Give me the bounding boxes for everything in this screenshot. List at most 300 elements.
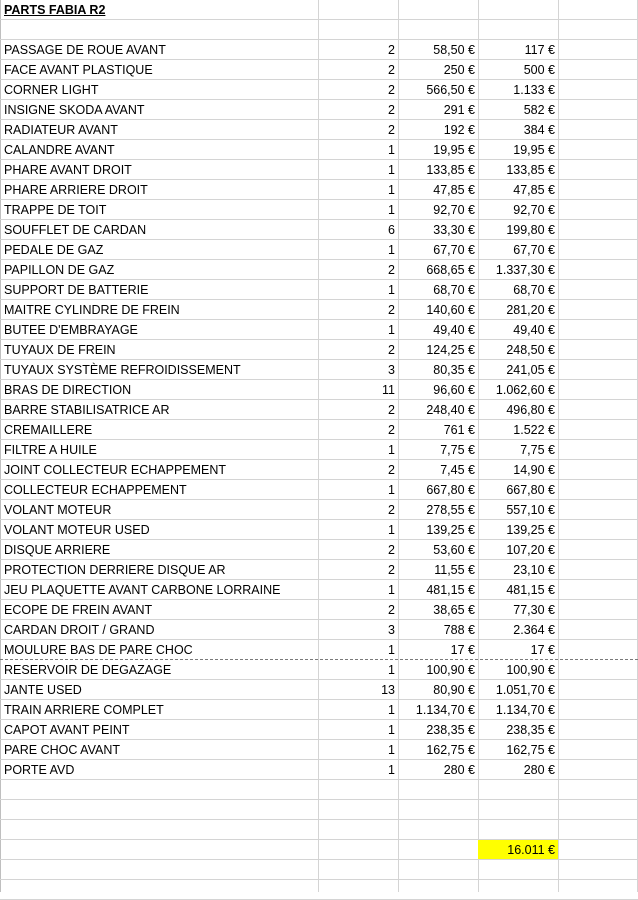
quantity-cell-text: 2 [388, 603, 395, 617]
part-name-cell[interactable] [4, 460, 318, 479]
quantity-cell[interactable] [318, 400, 398, 419]
quantity-cell-text: 1 [388, 243, 395, 257]
unit-price-cell-text: 47,85 € [433, 183, 475, 197]
unit-price-cell[interactable] [398, 380, 478, 399]
quantity-cell-text: 2 [388, 463, 395, 477]
quantity-cell-text: 1 [388, 323, 395, 337]
sheet-row[interactable] [0, 600, 638, 620]
sheet-row[interactable] [0, 860, 638, 880]
line-total-cell[interactable] [478, 160, 558, 179]
line-total-cell[interactable] [478, 240, 558, 259]
part-name-cell-text: JEU PLAQUETTE AVANT CARBONE LORRAINE [4, 583, 281, 597]
line-total-cell[interactable] [478, 380, 558, 399]
sheet-row[interactable] [0, 780, 638, 800]
part-name-cell-text: CORNER LIGHT [4, 83, 99, 97]
part-name-cell[interactable] [4, 160, 318, 179]
quantity-cell[interactable] [318, 140, 398, 159]
line-total-cell-text: 47,85 € [513, 183, 555, 197]
quantity-cell-text: 2 [388, 123, 395, 137]
sheet-row[interactable] [0, 140, 638, 160]
quantity-cell-text: 1 [388, 743, 395, 757]
unit-price-cell[interactable] [398, 620, 478, 639]
line-total-cell[interactable] [478, 740, 558, 759]
sheet-row[interactable] [0, 60, 638, 80]
line-total-cell-text: 280 € [523, 763, 555, 777]
sheet-title[interactable] [4, 0, 318, 19]
unit-price-cell[interactable] [398, 180, 478, 199]
part-name-cell-text: TRAPPE DE TOIT [4, 203, 107, 217]
part-name-cell-text: COLLECTEUR ECHAPPEMENT [4, 483, 187, 497]
line-total-cell[interactable] [478, 600, 558, 619]
sheet-row[interactable] [0, 660, 638, 680]
part-name-cell-text: SOUFFLET DE CARDAN [4, 223, 147, 237]
line-total-cell-text: 1.522 € [513, 423, 555, 437]
line-total-cell-text: 384 € [523, 123, 555, 137]
sheet-row[interactable] [0, 100, 638, 120]
quantity-cell-text: 2 [388, 43, 395, 57]
sheet-row[interactable] [0, 500, 638, 520]
line-total-cell[interactable] [478, 460, 558, 479]
quantity-cell[interactable] [318, 180, 398, 199]
line-total-cell-text: 107,20 € [506, 543, 555, 557]
part-name-cell[interactable] [4, 580, 318, 599]
line-total-cell-text: 667,80 € [506, 483, 555, 497]
line-total-cell-text: 557,10 € [506, 503, 555, 517]
unit-price-cell[interactable] [398, 220, 478, 239]
part-name-cell[interactable] [4, 500, 318, 519]
sheet-row[interactable] [0, 300, 638, 320]
unit-price-cell[interactable] [398, 400, 478, 419]
unit-price-cell[interactable] [398, 500, 478, 519]
unit-price-cell-text: 250 € [443, 63, 475, 77]
unit-price-cell[interactable] [398, 340, 478, 359]
part-name-cell[interactable] [4, 420, 318, 439]
sheet-row[interactable] [0, 460, 638, 480]
part-name-cell[interactable] [4, 380, 318, 399]
part-name-cell-text: PORTE AVD [4, 763, 75, 777]
sheet-row[interactable] [0, 680, 638, 700]
part-name-cell[interactable] [4, 400, 318, 419]
part-name-cell[interactable] [4, 520, 318, 539]
sheet-row[interactable] [0, 380, 638, 400]
quantity-cell-text: 1 [388, 143, 395, 157]
unit-price-cell[interactable] [398, 680, 478, 699]
quantity-cell-text: 3 [388, 363, 395, 377]
sheet-row[interactable] [0, 880, 638, 900]
unit-price-cell-text: 11,55 € [434, 563, 475, 577]
line-total-cell[interactable] [478, 400, 558, 419]
sheet-row[interactable] [0, 580, 638, 600]
quantity-cell[interactable] [318, 540, 398, 559]
part-name-cell-text: PROTECTION DERRIERE DISQUE AR [4, 563, 226, 577]
part-name-cell-text: TRAIN ARRIERE COMPLET [4, 703, 164, 717]
sheet-row[interactable] [0, 620, 638, 640]
unit-price-cell-text: 53,60 € [433, 543, 475, 557]
part-name-cell[interactable] [4, 620, 318, 639]
line-total-cell-text: 77,30 € [513, 603, 555, 617]
line-total-cell[interactable] [478, 220, 558, 239]
part-name-cell[interactable] [4, 660, 318, 679]
quantity-cell[interactable] [318, 120, 398, 139]
quantity-cell[interactable] [318, 560, 398, 579]
unit-price-cell-text: 788 € [443, 623, 475, 637]
part-name-cell[interactable] [4, 600, 318, 619]
quantity-cell[interactable] [318, 60, 398, 79]
unit-price-cell-text: 761 € [443, 423, 475, 437]
part-name-cell[interactable] [4, 740, 318, 759]
grand-total-cell-text: 16.011 € [507, 843, 555, 857]
line-total-cell[interactable] [478, 300, 558, 319]
unit-price-cell[interactable] [398, 740, 478, 759]
sheet-row[interactable] [0, 800, 638, 820]
line-total-cell[interactable] [478, 440, 558, 459]
unit-price-cell[interactable] [398, 280, 478, 299]
quantity-cell[interactable] [318, 340, 398, 359]
part-name-cell-text: JANTE USED [4, 683, 82, 697]
quantity-cell[interactable] [318, 260, 398, 279]
line-total-cell[interactable] [478, 680, 558, 699]
line-total-cell[interactable] [478, 260, 558, 279]
line-total-cell[interactable] [478, 640, 558, 659]
line-total-cell-text: 14,90 € [513, 463, 555, 477]
sheet-row[interactable] [0, 340, 638, 360]
unit-price-cell[interactable] [398, 360, 478, 379]
unit-price-cell-text: 33,30 € [433, 223, 475, 237]
unit-price-cell-text: 80,35 € [433, 363, 475, 377]
part-name-cell-text: RESERVOIR DE DEGAZAGE [4, 663, 172, 677]
sheet-row[interactable] [0, 560, 638, 580]
unit-price-cell[interactable] [398, 260, 478, 279]
quantity-cell[interactable] [318, 640, 398, 659]
line-total-cell-text: 2.364 € [513, 623, 555, 637]
unit-price-cell-text: 7,75 € [440, 443, 475, 457]
line-total-cell[interactable] [478, 420, 558, 439]
part-name-cell-text: ECOPE DE FREIN AVANT [4, 603, 153, 617]
part-name-cell[interactable] [4, 280, 318, 299]
part-name-cell[interactable] [4, 140, 318, 159]
line-total-cell-text: 117 € [524, 43, 555, 57]
quantity-cell[interactable] [318, 280, 398, 299]
quantity-cell[interactable] [318, 240, 398, 259]
part-name-cell[interactable] [4, 680, 318, 699]
part-name-cell[interactable] [4, 60, 318, 79]
quantity-cell-text: 2 [388, 303, 395, 317]
line-total-cell-text: 1.133 € [513, 83, 555, 97]
part-name-cell-text: MOULURE BAS DE PARE CHOC [4, 643, 193, 657]
line-total-cell-text: 133,85 € [506, 163, 555, 177]
quantity-cell-text: 6 [388, 223, 395, 237]
sheet-row[interactable] [0, 180, 638, 200]
sheet-row[interactable] [0, 120, 638, 140]
line-total-cell-text: 100,90 € [506, 663, 555, 677]
quantity-cell[interactable] [318, 200, 398, 219]
part-name-cell-text: FACE AVANT PLASTIQUE [4, 63, 153, 77]
unit-price-cell-text: 67,70 € [433, 243, 475, 257]
part-name-cell-text: INSIGNE SKODA AVANT [4, 103, 145, 117]
quantity-cell[interactable] [318, 420, 398, 439]
line-total-cell[interactable] [478, 620, 558, 639]
quantity-cell[interactable] [318, 500, 398, 519]
quantity-cell[interactable] [318, 480, 398, 499]
part-name-cell[interactable] [4, 40, 318, 59]
unit-price-cell-text: 7,45 € [440, 463, 475, 477]
part-name-cell-text: PARE CHOC AVANT [4, 743, 120, 757]
sheet-row[interactable] [0, 840, 638, 860]
unit-price-cell-text: 96,60 € [433, 383, 475, 397]
quantity-cell[interactable] [318, 700, 398, 719]
line-total-cell[interactable] [478, 320, 558, 339]
unit-price-cell[interactable] [398, 80, 478, 99]
part-name-cell-text: PHARE AVANT DROIT [4, 163, 132, 177]
quantity-cell-text: 2 [388, 563, 395, 577]
sheet-row[interactable] [0, 220, 638, 240]
part-name-cell[interactable] [4, 180, 318, 199]
sheet-row[interactable] [0, 280, 638, 300]
line-total-cell[interactable] [478, 180, 558, 199]
sheet-row[interactable] [0, 440, 638, 460]
unit-price-cell[interactable] [398, 700, 478, 719]
unit-price-cell[interactable] [398, 60, 478, 79]
quantity-cell[interactable] [318, 80, 398, 99]
quantity-cell-text: 2 [388, 403, 395, 417]
sheet-row[interactable] [0, 200, 638, 220]
unit-price-cell-text: 667,80 € [426, 483, 475, 497]
part-name-cell-text: SUPPORT DE BATTERIE [4, 283, 149, 297]
quantity-cell[interactable] [318, 660, 398, 679]
unit-price-cell[interactable] [398, 560, 478, 579]
line-total-cell-text: 7,75 € [520, 443, 555, 457]
unit-price-cell-text: 139,25 € [426, 523, 475, 537]
quantity-cell-text: 1 [388, 283, 395, 297]
unit-price-cell-text: 68,70 € [433, 283, 475, 297]
unit-price-cell[interactable] [398, 720, 478, 739]
unit-price-cell[interactable] [398, 240, 478, 259]
line-total-cell[interactable] [478, 580, 558, 599]
part-name-cell[interactable] [4, 260, 318, 279]
line-total-cell[interactable] [478, 540, 558, 559]
sheet-row[interactable] [0, 640, 638, 660]
line-total-cell-text: 248,50 € [506, 343, 555, 357]
sheet-row[interactable] [0, 240, 638, 260]
line-total-cell-text: 1.051,70 € [495, 683, 555, 697]
sheet-row[interactable] [0, 700, 638, 720]
quantity-cell[interactable] [318, 680, 398, 699]
quantity-cell[interactable] [318, 580, 398, 599]
line-total-cell-text: 162,75 € [506, 743, 555, 757]
line-total-cell[interactable] [478, 80, 558, 99]
unit-price-cell[interactable] [398, 760, 478, 779]
line-total-cell[interactable] [478, 760, 558, 779]
part-name-cell[interactable] [4, 440, 318, 459]
sheet-row[interactable] [0, 720, 638, 740]
part-name-cell[interactable] [4, 220, 318, 239]
sheet-row[interactable] [0, 80, 638, 100]
line-total-cell-text: 496,80 € [506, 403, 555, 417]
sheet-row[interactable] [0, 20, 638, 40]
line-total-cell[interactable] [478, 500, 558, 519]
line-total-cell[interactable] [478, 120, 558, 139]
quantity-cell[interactable] [318, 720, 398, 739]
line-total-cell-text: 199,80 € [506, 223, 555, 237]
part-name-cell-text: CALANDRE AVANT [4, 143, 115, 157]
line-total-cell-text: 241,05 € [506, 363, 555, 377]
line-total-cell-text: 23,10 € [513, 563, 555, 577]
part-name-cell[interactable] [4, 80, 318, 99]
quantity-cell[interactable] [318, 100, 398, 119]
unit-price-cell[interactable] [398, 640, 478, 659]
line-total-cell-text: 500 € [523, 63, 555, 77]
quantity-cell-text: 1 [388, 663, 395, 677]
unit-price-cell[interactable] [398, 160, 478, 179]
unit-price-cell[interactable] [398, 600, 478, 619]
quantity-cell-text: 1 [388, 483, 395, 497]
part-name-cell[interactable] [4, 640, 318, 659]
quantity-cell[interactable] [318, 380, 398, 399]
sheet-row[interactable] [0, 760, 638, 780]
quantity-cell-text: 2 [388, 503, 395, 517]
line-total-cell[interactable] [478, 100, 558, 119]
part-name-cell[interactable] [4, 700, 318, 719]
sheet-row[interactable] [0, 260, 638, 280]
quantity-cell[interactable] [318, 320, 398, 339]
line-total-cell[interactable] [478, 340, 558, 359]
quantity-cell[interactable] [318, 460, 398, 479]
line-total-cell-text: 49,40 € [513, 323, 555, 337]
line-total-cell-text: 238,35 € [506, 723, 555, 737]
sheet-row[interactable] [0, 420, 638, 440]
quantity-cell[interactable] [318, 740, 398, 759]
unit-price-cell[interactable] [398, 660, 478, 679]
part-name-cell[interactable] [4, 200, 318, 219]
quantity-cell[interactable] [318, 40, 398, 59]
quantity-cell[interactable] [318, 520, 398, 539]
part-name-cell[interactable] [4, 560, 318, 579]
line-total-cell[interactable] [478, 200, 558, 219]
part-name-cell-text: BRAS DE DIRECTION [4, 383, 132, 397]
line-total-cell-text: 92,70 € [513, 203, 555, 217]
part-name-cell[interactable] [4, 760, 318, 779]
quantity-cell-text: 2 [388, 423, 395, 437]
line-total-cell[interactable] [478, 720, 558, 739]
unit-price-cell[interactable] [398, 300, 478, 319]
part-name-cell[interactable] [4, 240, 318, 259]
quantity-cell[interactable] [318, 160, 398, 179]
quantity-cell[interactable] [318, 600, 398, 619]
line-total-cell[interactable] [478, 40, 558, 59]
unit-price-cell[interactable] [398, 420, 478, 439]
sheet-title-text: PARTS FABIA R2 [4, 3, 106, 17]
part-name-cell[interactable] [4, 300, 318, 319]
unit-price-cell-text: 162,75 € [426, 743, 475, 757]
unit-price-cell-text: 1.134,70 € [415, 703, 475, 717]
quantity-cell-text: 1 [388, 643, 395, 657]
unit-price-cell[interactable] [398, 200, 478, 219]
line-total-cell-text: 17 € [530, 643, 555, 657]
sheet-row[interactable] [0, 480, 638, 500]
line-total-cell[interactable] [478, 560, 558, 579]
unit-price-cell-text: 100,90 € [426, 663, 475, 677]
quantity-cell[interactable] [318, 760, 398, 779]
unit-price-cell-text: 291 € [443, 103, 475, 117]
unit-price-cell[interactable] [398, 440, 478, 459]
unit-price-cell[interactable] [398, 140, 478, 159]
unit-price-cell[interactable] [398, 520, 478, 539]
part-name-cell[interactable] [4, 320, 318, 339]
unit-price-cell[interactable] [398, 480, 478, 499]
part-name-cell[interactable] [4, 120, 318, 139]
quantity-cell-text: 1 [388, 183, 395, 197]
quantity-cell[interactable] [318, 300, 398, 319]
unit-price-cell-text: 17 € [450, 643, 475, 657]
line-total-cell[interactable] [478, 360, 558, 379]
quantity-cell[interactable] [318, 360, 398, 379]
line-total-cell-text: 582 € [523, 103, 555, 117]
quantity-cell-text: 1 [388, 703, 395, 717]
part-name-cell-text: CREMAILLERE [4, 423, 93, 437]
sheet-row[interactable] [0, 360, 638, 380]
line-total-cell-text: 139,25 € [506, 523, 555, 537]
unit-price-cell[interactable] [398, 580, 478, 599]
sheet-row[interactable] [0, 320, 638, 340]
line-total-cell[interactable] [478, 60, 558, 79]
part-name-cell[interactable] [4, 100, 318, 119]
part-name-cell-text: PASSAGE DE ROUE AVANT [4, 43, 166, 57]
line-total-cell[interactable] [478, 280, 558, 299]
quantity-cell[interactable] [318, 220, 398, 239]
unit-price-cell[interactable] [398, 320, 478, 339]
sheet-row[interactable] [0, 160, 638, 180]
part-name-cell[interactable] [4, 360, 318, 379]
quantity-cell-text: 2 [388, 343, 395, 357]
quantity-cell-text: 1 [388, 443, 395, 457]
sheet-row[interactable] [0, 740, 638, 760]
sheet-row[interactable] [0, 0, 638, 20]
quantity-cell[interactable] [318, 620, 398, 639]
part-name-cell[interactable] [4, 720, 318, 739]
part-name-cell[interactable] [4, 480, 318, 499]
sheet-row[interactable] [0, 540, 638, 560]
unit-price-cell[interactable] [398, 120, 478, 139]
line-total-cell-text: 19,95 € [513, 143, 555, 157]
unit-price-cell[interactable] [398, 40, 478, 59]
line-total-cell[interactable] [478, 140, 558, 159]
quantity-cell-text: 1 [388, 203, 395, 217]
unit-price-cell[interactable] [398, 100, 478, 119]
unit-price-cell-text: 192 € [443, 123, 475, 137]
quantity-cell[interactable] [318, 440, 398, 459]
grand-total-cell[interactable] [478, 840, 558, 859]
part-name-cell[interactable] [4, 340, 318, 359]
unit-price-cell[interactable] [398, 540, 478, 559]
part-name-cell-text: VOLANT MOTEUR [4, 503, 112, 517]
line-total-cell[interactable] [478, 480, 558, 499]
line-total-cell[interactable] [478, 700, 558, 719]
sheet-row[interactable] [0, 400, 638, 420]
line-total-cell[interactable] [478, 660, 558, 679]
part-name-cell-text: PHARE ARRIERE DROIT [4, 183, 148, 197]
quantity-cell-text: 2 [388, 263, 395, 277]
sheet-row[interactable] [0, 40, 638, 60]
part-name-cell-text: MAITRE CYLINDRE DE FREIN [4, 303, 180, 317]
line-total-cell[interactable] [478, 520, 558, 539]
part-name-cell-text: CAPOT AVANT PEINT [4, 723, 130, 737]
unit-price-cell[interactable] [398, 460, 478, 479]
quantity-cell-text: 1 [388, 163, 395, 177]
part-name-cell-text: CARDAN DROIT / GRAND [4, 623, 155, 637]
sheet-row[interactable] [0, 520, 638, 540]
part-name-cell[interactable] [4, 540, 318, 559]
sheet-row[interactable] [0, 820, 638, 840]
